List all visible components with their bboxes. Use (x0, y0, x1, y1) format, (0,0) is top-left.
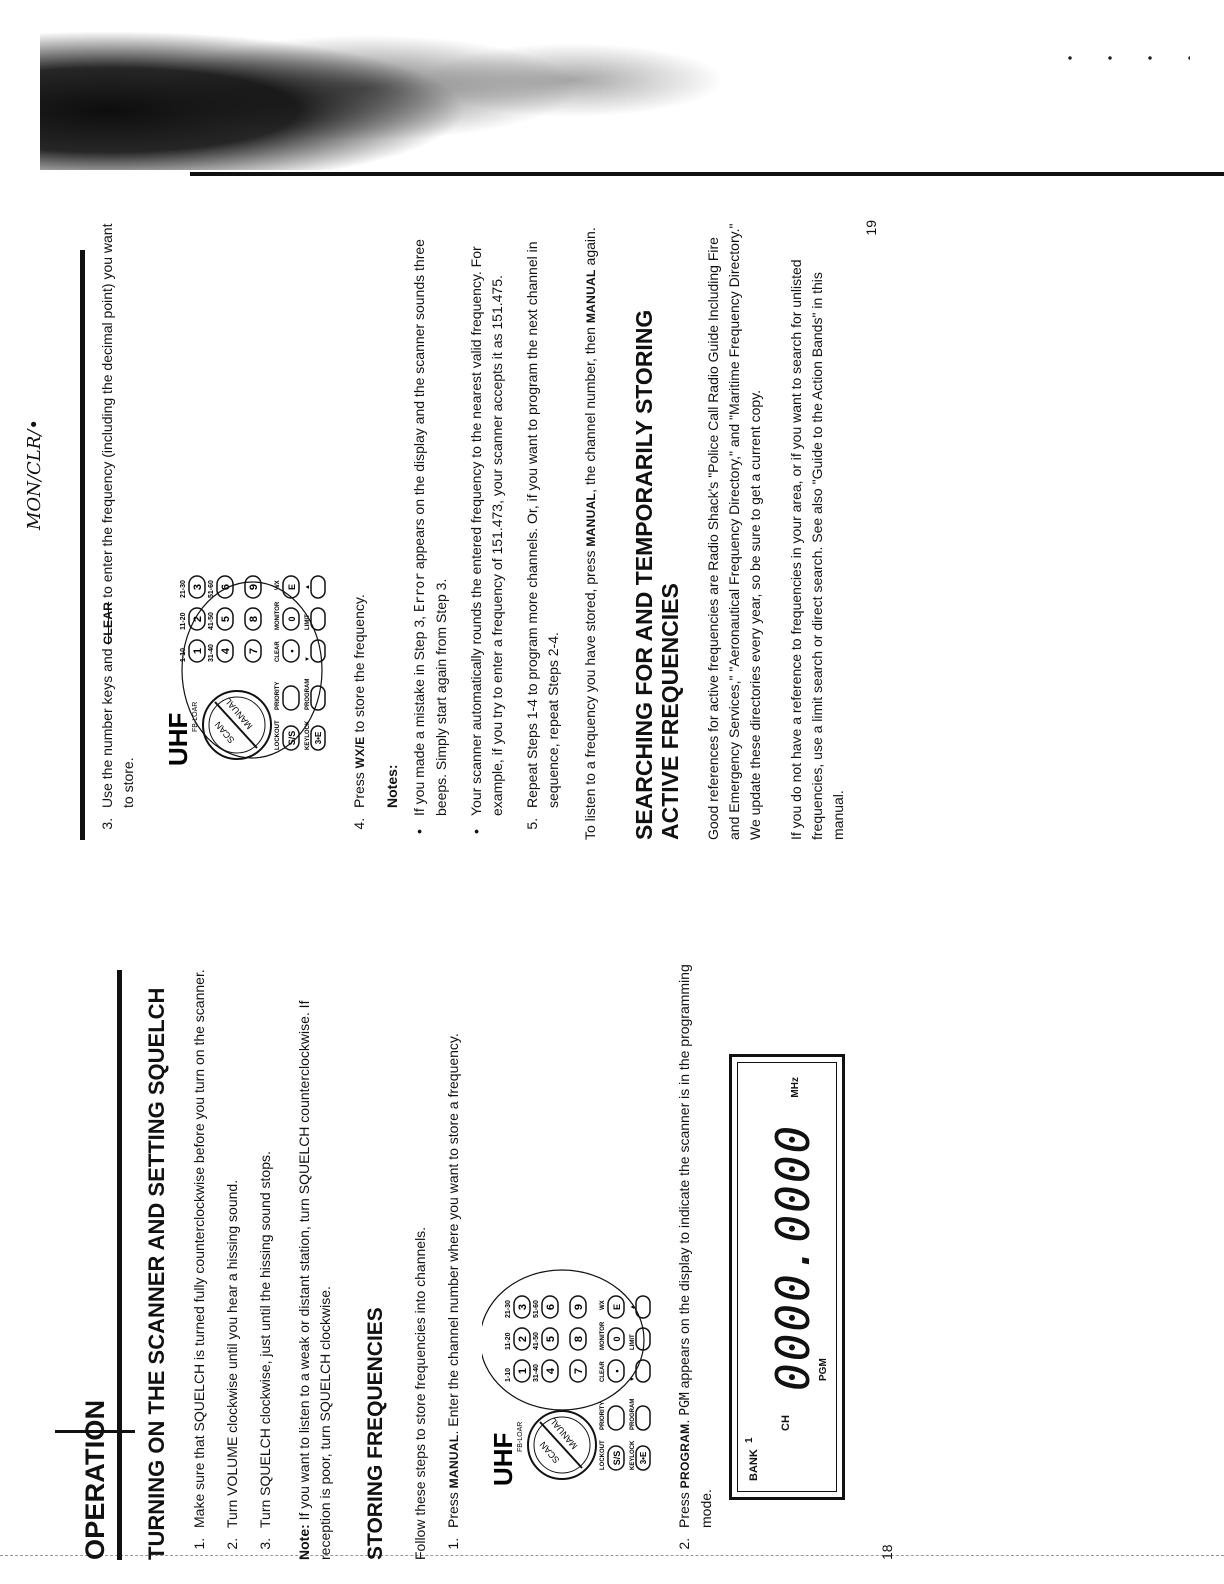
svg-text:2: 2 (192, 615, 204, 623)
key-program: PROGRAM (678, 1423, 693, 1489)
svg-text:▼: ▼ (305, 656, 311, 662)
bank-label: 11-20 (505, 1332, 513, 1350)
svg-text:5: 5 (220, 615, 232, 623)
svg-text:3•E: 3•E (314, 731, 323, 745)
key-keylock: 3•E (639, 1451, 649, 1465)
bank-label: 51-60 (533, 1300, 541, 1318)
svg-text:E: E (287, 583, 297, 591)
key-clear: CLEAR (101, 601, 115, 645)
svg-text:PROGRAM: PROGRAM (305, 678, 311, 710)
bank-label: 1-10 (505, 1367, 513, 1382)
svg-text:▲: ▲ (305, 584, 311, 590)
svg-text:21-30: 21-30 (180, 580, 187, 598)
dial-manual: MANUAL (548, 1415, 580, 1452)
list-item: 1. Press MANUAL. Enter the channel number where you want to store a frequency. (443, 940, 464, 1534)
pgm-indicator: PGM (678, 1392, 694, 1416)
svg-text:FB-LOAR: FB-LOAR (192, 701, 199, 732)
svg-text:MONITOR: MONITOR (275, 601, 281, 630)
page-19 (24, 220, 880, 840)
svg-text:S/S: S/S (287, 730, 297, 746)
page-number-18: 18 (878, 1544, 895, 1560)
notes-list (409, 220, 508, 840)
heading-turning-on: TURNING ON THE SCANNER AND SETTING SQUELCH (144, 987, 169, 1560)
svg-text:1-10: 1-10 (180, 647, 187, 662)
key-8: 8 (573, 1335, 586, 1343)
label-up: ▲ (630, 1304, 637, 1310)
label-monitor: MONITOR (600, 1321, 607, 1350)
list-item: 2. Press PROGRAM. PGM appears on the display to indicate the scanner is in the programming mode. (674, 940, 717, 1534)
label-lockout: LOCKOUT (600, 1440, 607, 1470)
error-indicator: Error (413, 572, 428, 613)
key-6: 6 (545, 1303, 558, 1311)
key-ss: S/S (612, 1450, 623, 1466)
svg-text:8: 8 (248, 615, 260, 623)
scan-dots (1050, 55, 1190, 61)
dial-scan: SCAN (538, 1439, 562, 1466)
svg-text:41-50: 41-50 (208, 612, 215, 630)
label-wx: WX (600, 1300, 607, 1310)
key-9: 9 (573, 1303, 586, 1311)
page-18 (80, 940, 895, 1560)
section-rule (80, 250, 85, 840)
label-down: ▼ (630, 1376, 637, 1382)
svg-text:CLEAR: CLEAR (275, 641, 281, 662)
keypad-svg (482, 1190, 652, 1490)
lcd-bank-number: 1 (743, 1437, 755, 1443)
storing-intro: Follow these steps to store frequencies into channels. (412, 1226, 429, 1560)
svg-text:51-60: 51-60 (208, 580, 215, 598)
svg-text:PRIORITY: PRIORITY (275, 681, 281, 710)
storing-steps (443, 940, 464, 1560)
manual-spread (24, 180, 1120, 1560)
list-item: 3. Turn SQUELCH clockwise, just until the hissing sound stops. (255, 940, 276, 1534)
key-wxe: WX/E (353, 736, 367, 769)
searching-paragraph: Good references for active frequencies are Radio Shack's "Police Call Radio Guide Including Fire and Emergency Services," "Aeronautical Frequency Directory," and "Maritime Frequency Directory." We update these directories every year, so be sure to get a current copy. (705, 223, 764, 840)
keypad-figure (157, 470, 327, 770)
list-item: 3. Use the number keys and CLEAR to enter the frequency (including the decimal point) you want to store. (97, 220, 139, 814)
svg-text:LOCKOUT: LOCKOUT (275, 720, 281, 750)
storing-steps-continued (674, 940, 717, 1560)
section-rule (117, 970, 122, 1560)
bank-label: 41-50 (533, 1332, 541, 1350)
svg-text:11-20: 11-20 (180, 612, 187, 630)
squelch-note (294, 940, 336, 1560)
heading-storing: STORING FREQUENCIES (364, 1307, 388, 1560)
svg-text:0: 0 (287, 616, 297, 622)
svg-text:WX: WX (275, 580, 281, 590)
key-1: 1 (517, 1367, 530, 1375)
lcd-bank-label: BANK (747, 1449, 760, 1481)
key-5: 5 (545, 1335, 558, 1343)
section-title: OPERATION (80, 1399, 110, 1560)
key-0: 0 (612, 1336, 623, 1342)
svg-text:•: • (287, 649, 297, 653)
svg-text:MANUAL: MANUAL (222, 695, 255, 732)
label-clear: CLEAR (600, 1361, 607, 1382)
heading-searching: SEARCHING FOR AND TEMPORARILY STORING ACTIVE FREQUENCIES (630, 309, 683, 840)
label-priority: PRIORITY (600, 1401, 607, 1430)
key-e: E (612, 1303, 623, 1311)
lcd-unit: MHz (789, 1077, 801, 1098)
handwritten-annotation: MON/CLR/• (24, 419, 45, 530)
svg-text:9: 9 (248, 583, 260, 591)
svg-text:SCAN: SCAN (212, 719, 237, 746)
svg-text:LIMIT: LIMIT (305, 614, 311, 630)
svg-text:1: 1 (192, 647, 204, 655)
key-manual: MANUAL (447, 1434, 462, 1489)
storing-steps-right-2 (349, 220, 370, 840)
listen-paragraph: To listen to a frequency you have stored, press MANUAL, the channel number, then MANUAL again. (581, 227, 598, 840)
turning-steps (189, 940, 276, 1560)
list-item: • If you made a mistake in Step 3, Error appears on the display and the scanner sounds three beeps. Simply start again from Step 3. (409, 220, 452, 840)
lcd-display (729, 1054, 845, 1500)
notes-label: Notes: (384, 764, 400, 808)
svg-text:6: 6 (220, 583, 232, 591)
svg-text:4: 4 (220, 647, 232, 655)
storing-steps-right-3 (522, 220, 564, 840)
note-text: If you want to listen to a weak or distant station, turn SQUELCH counterclockwise. If reception is poor, turn SQUELCH clockwise. (296, 1000, 334, 1560)
svg-text:3: 3 (192, 583, 204, 591)
keypad-brand: UHF (488, 1432, 519, 1486)
list-item: • Your scanner automatically rounds the entered frequency to the nearest valid frequency. For example, if you try to enter a frequency of 151.473, your scanner accepts it as 151.475. (466, 220, 508, 840)
list-item: 2. Turn VOLUME clockwise until you hear a hissing sound. (222, 940, 243, 1534)
keypad-figure (482, 1190, 652, 1490)
key-3: 3 (517, 1303, 530, 1311)
keypad-svg (157, 470, 327, 770)
list-item: 1. Make sure that SQUELCH is turned fully counterclockwise before you turn on the scanner. (189, 940, 210, 1534)
list-item: 5. Repeat Steps 1-4 to program more channels. Or, if you want to program the next channel in sequence, repeat Steps 2-4. (522, 220, 564, 814)
label-keylock: KEYLOCK (630, 1440, 637, 1470)
note-label: Note: (296, 1524, 313, 1560)
key-2: 2 (517, 1335, 530, 1343)
scan-artifact (40, 20, 900, 170)
svg-text:UHF: UHF (163, 712, 193, 766)
list-item: 4. Press WX/E to store the frequency. (349, 220, 370, 814)
svg-text:31-40: 31-40 (208, 644, 215, 662)
page-number-19: 19 (863, 220, 880, 236)
key-4: 4 (545, 1367, 558, 1375)
searching-paragraph: If you do not have a reference to frequencies in your area, or if you want to search for unlisted frequencies, use a limit search or direct search. See also "Guide to the Action Bands" in this manual. (788, 259, 847, 840)
label-limit: LIMIT (630, 1334, 637, 1350)
key-7: 7 (573, 1367, 586, 1375)
svg-text:7: 7 (248, 647, 260, 655)
key-dot: • (612, 1369, 623, 1373)
top-rule (190, 172, 1224, 176)
svg-text:KEYLOCK: KEYLOCK (305, 720, 311, 750)
label-program: PROGRAM (630, 1398, 637, 1430)
lcd-frequency: 0000.0000 (765, 1123, 820, 1391)
lcd-ch-label: CH (779, 1415, 792, 1431)
bank-label: 31-40 (533, 1364, 541, 1382)
keypad-brand-sub: FB-LOAR (517, 1421, 525, 1452)
storing-steps-right (97, 220, 139, 840)
bank-label: 21-30 (505, 1300, 513, 1318)
lcd-pgm: PGM (817, 1358, 829, 1381)
